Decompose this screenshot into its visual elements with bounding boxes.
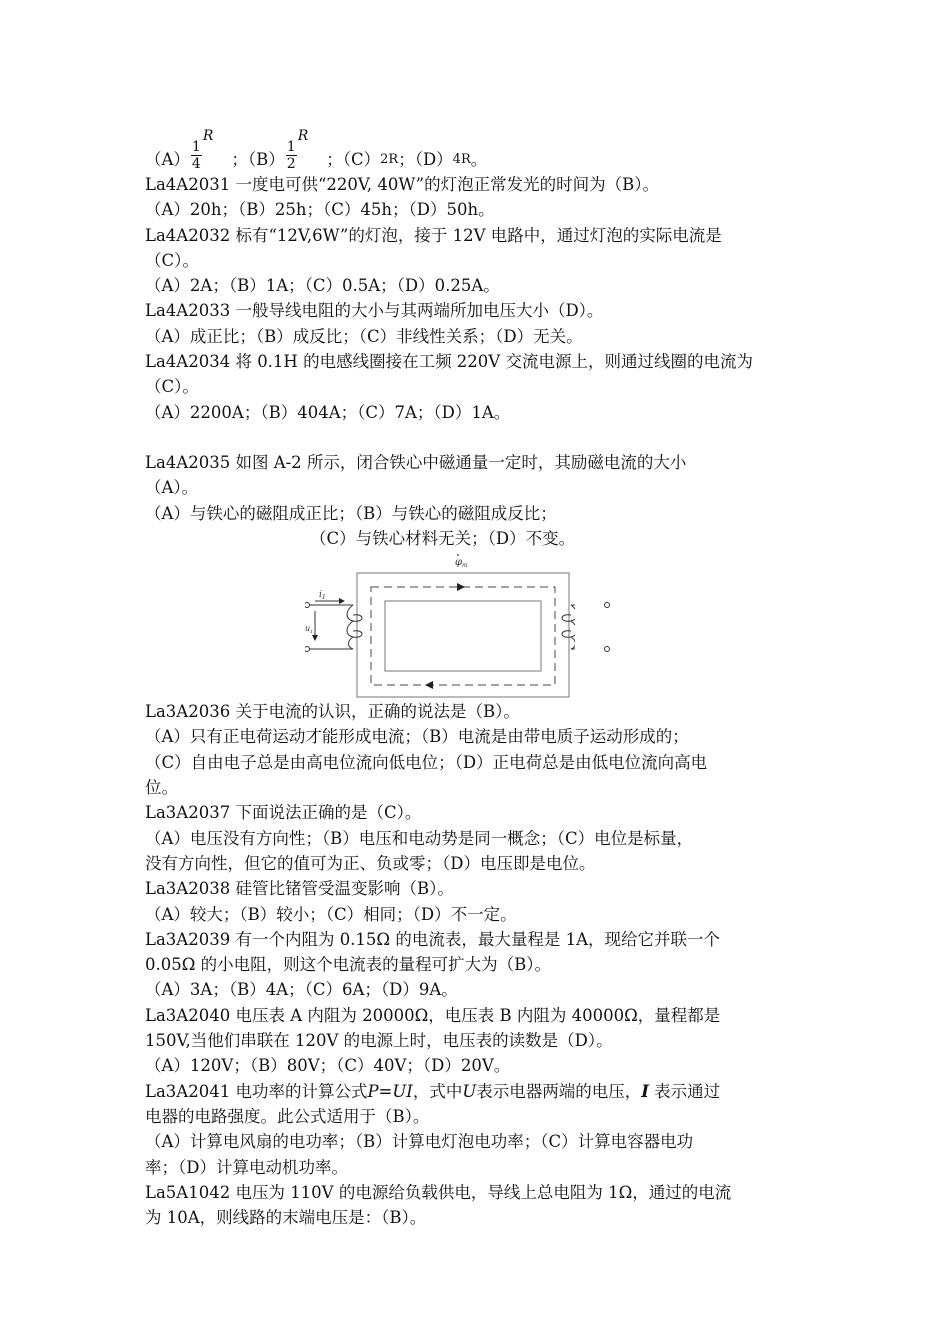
fraction-a: $\frac{1}{4}$ [191, 139, 201, 172]
question-2039-stem: La3A2039 有一个内阻为 0.15Ω 的电流表，最大量程是 1A，现给它并联一个 [145, 929, 721, 949]
secondary-terminals [601, 597, 613, 657]
u1-label: $u_1$ [305, 624, 314, 636]
figure-a2-iron-core [145, 551, 810, 699]
question-2037-options: （A）电压没有方向性；（B）电压和电动势是同一概念；（C）电位是标量， [145, 828, 694, 848]
secondary-terminal-bottom [605, 647, 610, 652]
fraction-b: $\frac{1}{2}$ [286, 139, 296, 172]
core-outer-edge [357, 573, 569, 697]
question-2041-stem-cont: 电器的电路强度。此公式适用于（B）。 [145, 1106, 430, 1126]
question-2039-stem-cont: 0.05Ω 的小电阻，则这个电流表的量程可扩大为（B）。 [145, 955, 552, 975]
question-2032-options: （A）2A；（B）1A；（C）0.5A；（D）0.25A。 [145, 276, 500, 296]
question-2037-options-cont: 没有方向性，但它的值可为正、负或零；（D）电压即是电位。 [145, 853, 596, 873]
question-2032-stem-cont: （C）。 [145, 250, 199, 270]
question-2038-options: （A）较大；（B）较小；（C）相同；（D）不一定。 [145, 904, 517, 924]
flux-path [371, 587, 555, 685]
question-2035-options: （A）与铁心的磁阻成正比；（B）与铁心的磁阻成反比； [145, 503, 557, 523]
i1-label: $i_1$ [319, 590, 326, 602]
question-2040-options: （A）120V；（B）80V；（C）40V；（D）20V。 [145, 1056, 511, 1076]
secondary-terminal-top [605, 603, 610, 608]
question-2041-options-cont: 率；（D）计算电动机功率。 [145, 1157, 348, 1177]
question-2032-stem: La4A2032 标有“12V,6W”的灯泡，接于 12V 电路中，通过灯泡的实际电流是 [145, 225, 722, 245]
question-2039-options: （A）3A；（B）4A；（C）6A；（D）9A。 [145, 980, 458, 1000]
question-2037-stem: La3A2037 下面说法正确的是（C）。 [145, 803, 422, 823]
core-inner-edge [385, 601, 541, 671]
power-formula: P=UI [367, 1081, 413, 1101]
question-2031-stem: La4A2031 一度电可供“220V, 40W”的灯泡正常发光的时间为（B）。 [145, 175, 659, 194]
question-2033-stem: La4A2033 一般导线电阻的大小与其两端所加电压大小（D）。 [145, 301, 604, 321]
question-2040-stem-cont: 150V,当他们串联在 120V 的电源上时，电压表的读数是（D）。 [145, 1031, 613, 1051]
question-2034-stem-cont: （C）。 [145, 377, 199, 397]
voltage-arrow-head [312, 635, 318, 641]
question-2034-options: （A）2200A；（B）404A；（C）7A；（D）1A。 [145, 402, 511, 422]
question-1042-stem-cont: 为 10A，则线路的末端电压是：（B）。 [145, 1208, 427, 1228]
phi-label: $\varphi_m$ [455, 557, 468, 570]
iron-core-diagram [305, 551, 575, 699]
question-2041-stem: La3A2041 电功率的计算公式P=UI，式中U表示电器两端的电压，I 表示通过 [145, 1081, 721, 1101]
flux-arrow-bottom [425, 681, 433, 689]
question-2036-options: （A）只有正电荷运动才能形成电流；（B）电流是由带电质子运动形成的； [145, 727, 689, 747]
question-2041-options: （A）计算电风扇的电功率；（B）计算电灯泡电功率；（C）计算电容器电功 [145, 1132, 694, 1152]
question-2034-stem: La4A2034 将 0.1H 的电感线圈接在工频 220V 交流电源上，则通过线圈的电流为 [145, 352, 753, 372]
spacer [145, 425, 810, 450]
question-2036-options-cont: （C）自由电子总是由高电位流向低电位；（D）正电荷总是由低电位流向高电 [145, 752, 708, 772]
phi-dot [457, 554, 459, 556]
question-2040-stem: La3A2040 电压表 A 内阻为 20000Ω，电压表 B 内阻为 40000Ω，量程都是 [145, 1005, 721, 1025]
question-2031-options: （A）20h；（B）25h；（C）45h；（D）50h。 [145, 200, 495, 220]
question-2036-stem: La3A2036 关于电流的认识，正确的说法是（B）。 [145, 702, 520, 722]
question-2035-stem: La4A2035 如图 A-2 所示，闭合铁心中磁通量一定时，其励磁电流的大小 [145, 452, 687, 472]
question-2033-options: （A）成正比；（B）成反比；（C）非线性关系；（D）无关。 [145, 326, 583, 346]
flux-arrow-top [457, 583, 465, 591]
question-1042-stem: La5A1042 电压为 110V 的电源给负载供电，导线上总电阻为 1Ω，通过的电流 [145, 1182, 732, 1202]
question-options-prev: （A） $\frac{1}{4}$ R ；（B） $\frac{1}{2}$ R ；（C） 2R ；（D） 4R 。 [145, 128, 488, 172]
document-page [145, 120, 810, 1230]
current-arrow-head [339, 598, 345, 604]
primary-terminal-top [305, 603, 310, 608]
question-2036-options-end: 位。 [145, 778, 178, 798]
question-2035-stem-cont: （A）。 [145, 478, 199, 498]
question-2038-stem: La3A2038 硅管比锗管受温变影响（B）。 [145, 879, 454, 899]
primary-terminal-bottom [305, 647, 310, 652]
question-2035-options-cont: （C）与铁心材料无关；（D）不变。 [310, 528, 576, 548]
